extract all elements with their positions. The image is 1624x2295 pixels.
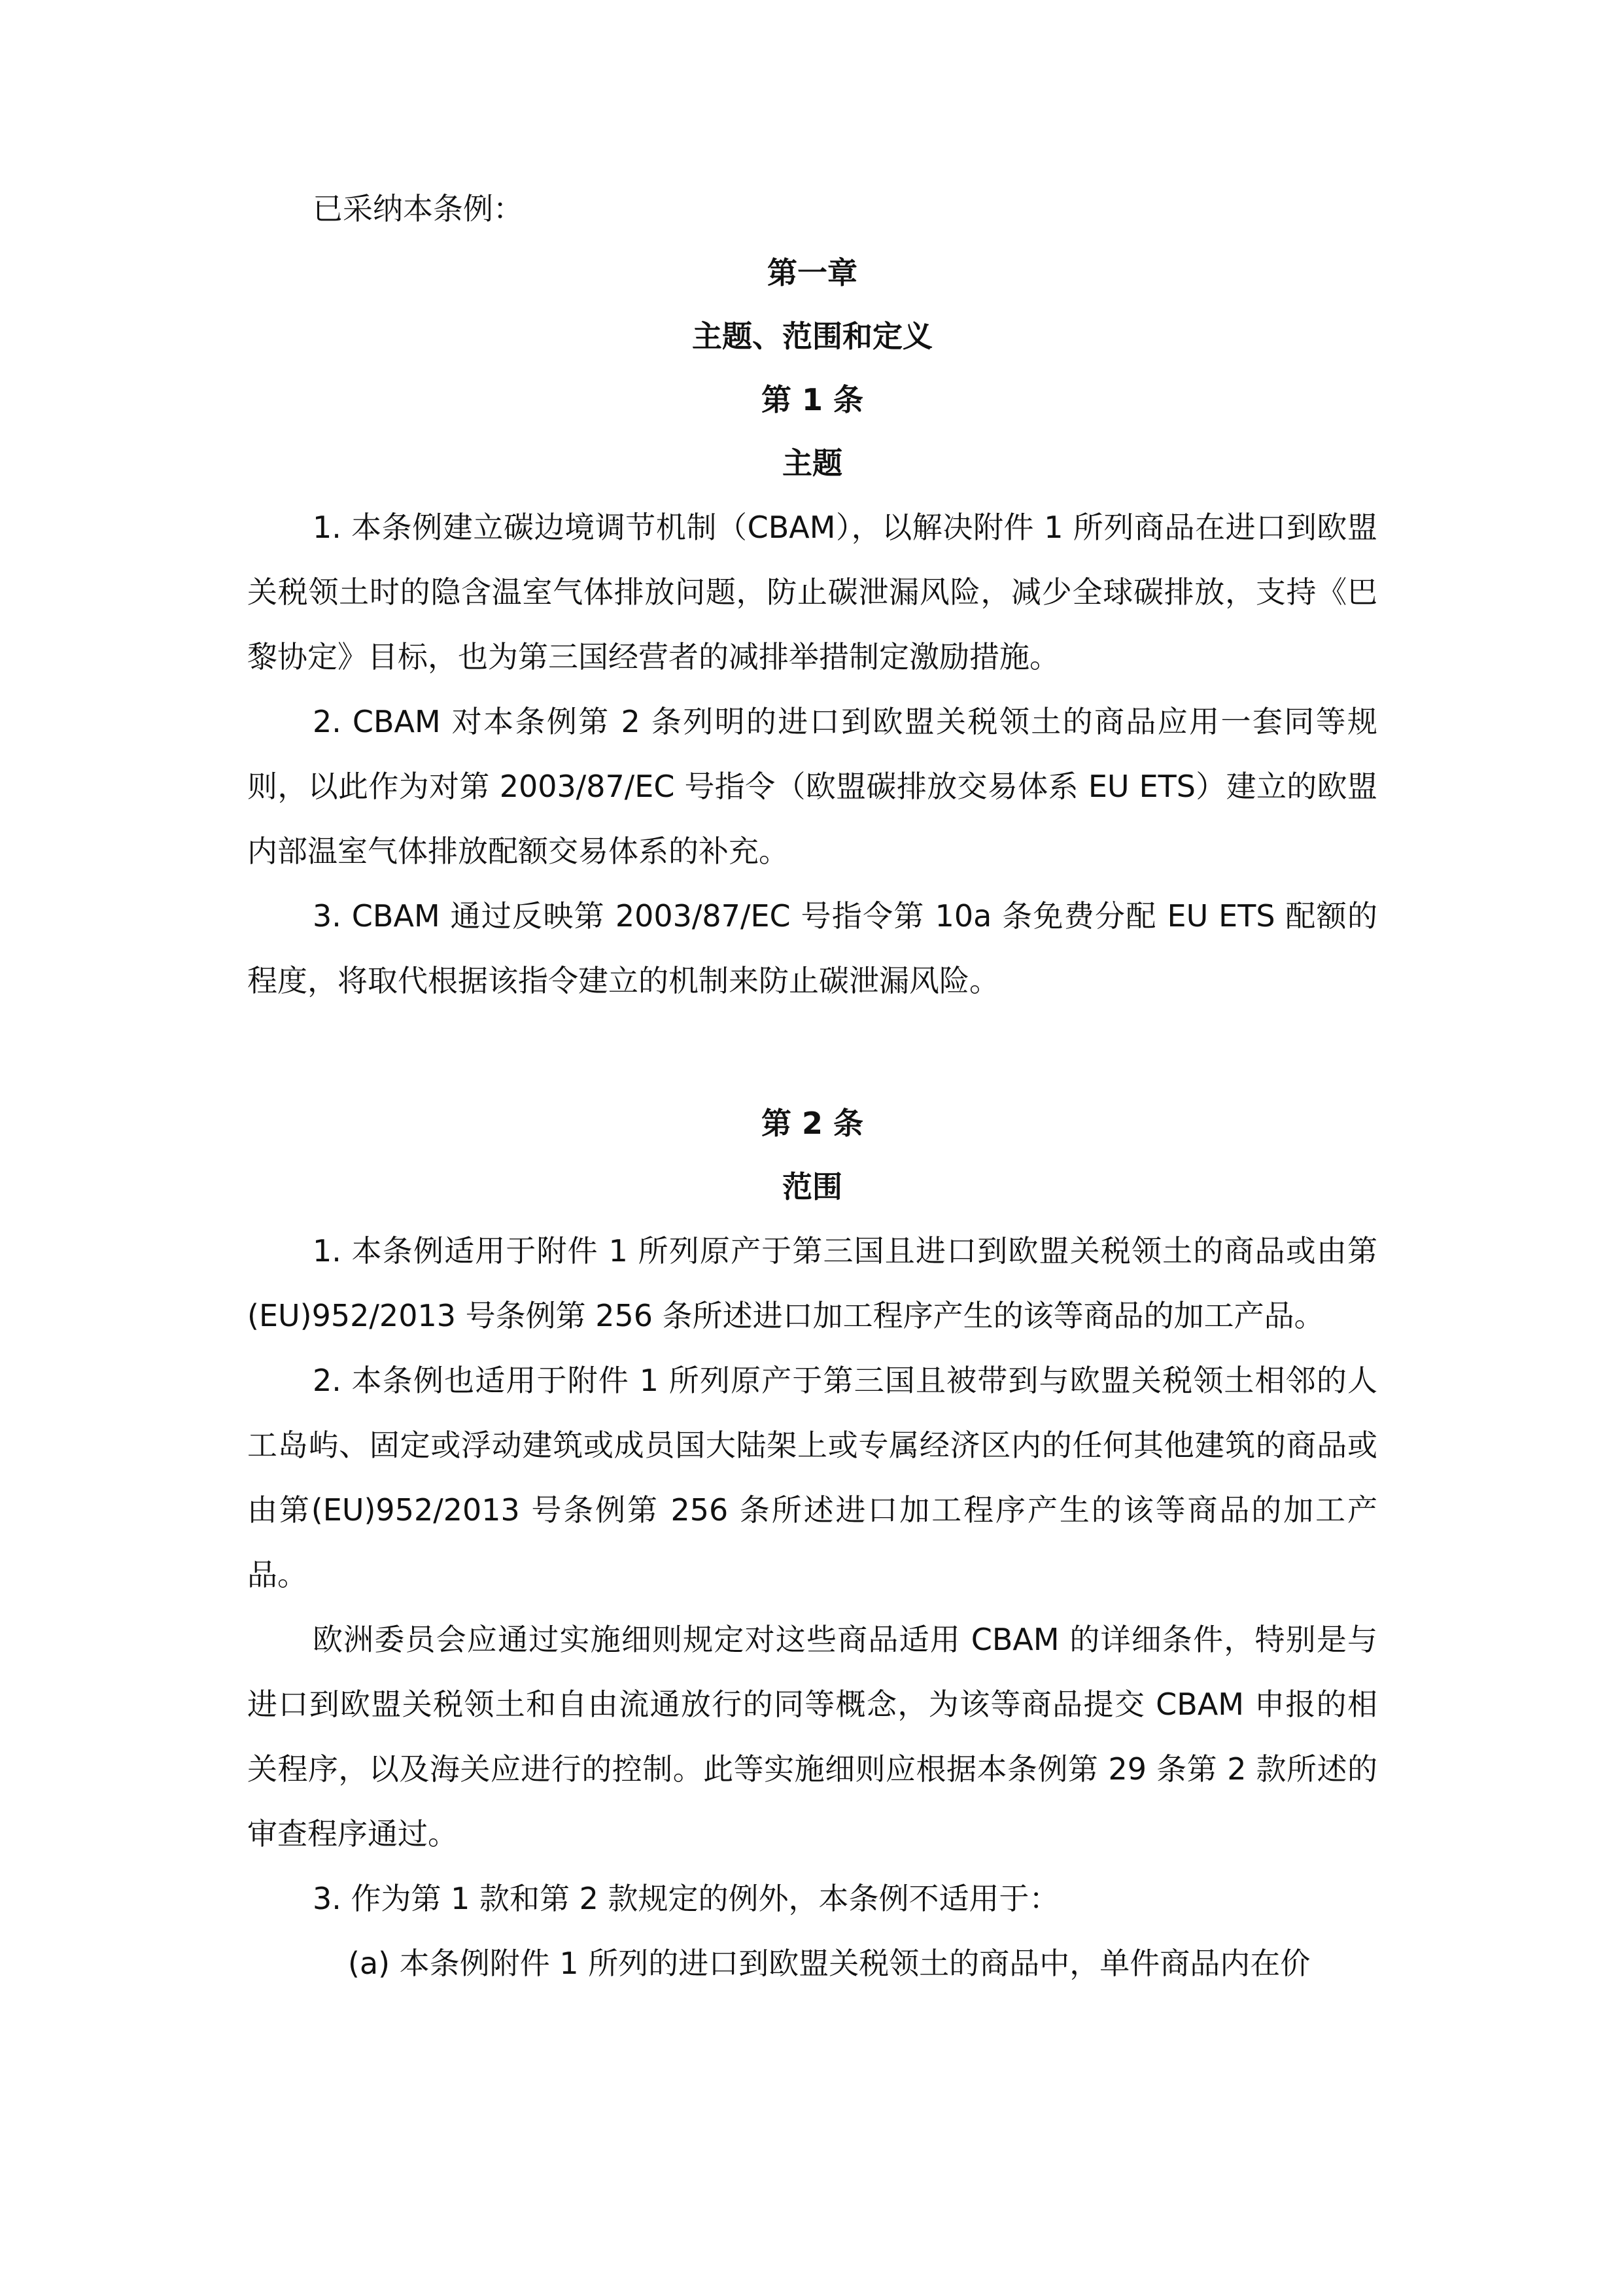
article-2-paragraph-2: 2. 本条例也适用于附件 1 所列原产于第三国且被带到与欧盟关税领土相邻的人工岛屿、固定或浮动建筑或成员国大陆架上或专属经济区内的任何其他建筑的商品或由第(EU)952/2013 号条例第 256 条所述进口加工程序产生的该等商品的加工产品。 <box>247 1363 1377 1592</box>
document-page <box>247 177 1377 1996</box>
article-2-paragraph-4: 3. 作为第 1 款和第 2 款规定的例外，本条例不适用于： <box>313 1881 1060 1916</box>
article-2-number: 第 2 条 <box>761 1106 864 1141</box>
article-2-paragraph-3: 欧洲委员会应通过实施细则规定对这些商品适用 CBAM 的详细条件，特别是与进口到欧盟关税领土和自由流通放行的同等概念，为该等商品提交 CBAM 申报的相关程序，以及海关应进行的控制。此等实施细则应根据本条例第 29 条第 2 款所述的审查程序通过。 <box>247 1622 1377 1851</box>
section-spacer <box>247 1013 1377 1092</box>
article-1-number: 第 1 条 <box>761 382 864 417</box>
article-2-paragraph-1: 1. 本条例适用于附件 1 所列原产于第三国且进口到欧盟关税领土的商品或由第(EU)952/2013 号条例第 256 条所述进口加工程序产生的该等商品的加工产品。 <box>247 1233 1377 1333</box>
article-1-title: 主题 <box>782 446 842 481</box>
article-1-paragraph-2: 2. CBAM 对本条例第 2 条列明的进口到欧盟关税领土的商品应用一套同等规则，以此作为对第 2003/87/EC 号指令（欧盟碳排放交易体系 EU ETS）建立的欧盟内部温室气体排放配额交易体系的补充。 <box>247 704 1377 869</box>
chapter-subtitle: 主题、范围和定义 <box>692 319 933 354</box>
article-2-item-a: (a) 本条例附件 1 所列的进口到欧盟关税领土的商品中，单件商品内在价 <box>348 1946 1311 1981</box>
intro-line: 已采纳本条例： <box>313 191 523 226</box>
chapter-title: 第一章 <box>767 255 857 290</box>
article-1-paragraph-3: 3. CBAM 通过反映第 2003/87/EC 号指令第 10a 条免费分配 EU ETS 配额的程度，将取代根据该指令建立的机制来防止碳泄漏风险。 <box>247 898 1377 998</box>
article-2-title: 范围 <box>782 1169 842 1204</box>
article-1-paragraph-1: 1. 本条例建立碳边境调节机制（CBAM），以解决附件 1 所列商品在进口到欧盟关税领土时的隐含温室气体排放问题，防止碳泄漏风险，减少全球碳排放，支持《巴黎协定》目标，也为第三国经营者的减排举措制定激励措施。 <box>247 510 1377 674</box>
